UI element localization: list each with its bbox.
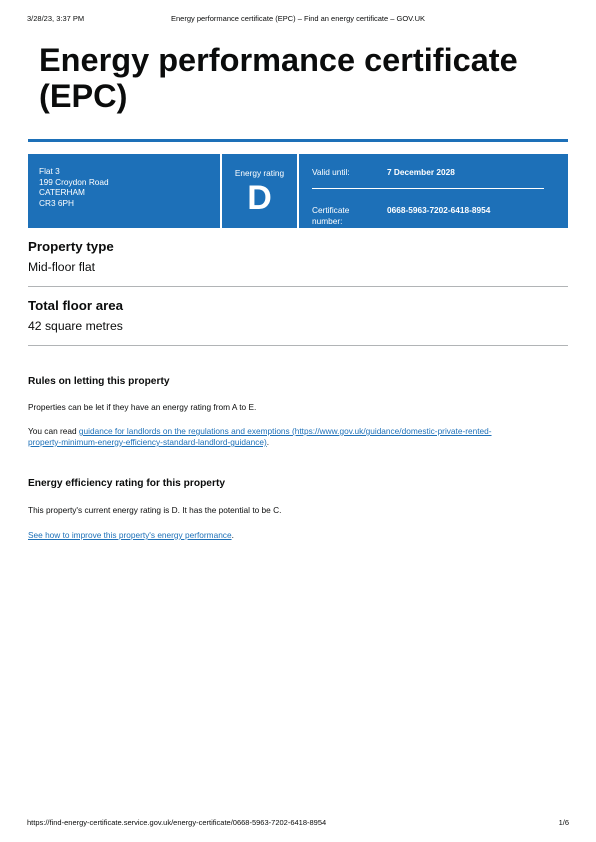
print-page-number: 1/6 — [558, 818, 569, 827]
property-type-value: Mid-floor flat — [28, 260, 96, 274]
page-title-line-1: Energy performance certificate — [39, 42, 518, 78]
floor-area-section — [28, 298, 568, 334]
print-url: https://find-energy-certificate.service.gov.uk/energy-certificate/0668-5963-7202-6418-8954 — [27, 818, 327, 827]
landlord-guidance-link-line-2: property-minimum-energy-efficiency-standard-landlord-guidance) — [28, 437, 267, 447]
address-line-4: CR3 6PH — [39, 197, 75, 208]
landlord-guidance-link-line-1: guidance for landlords on the regulations and exemptions (https://www.gov.uk/guidance/domestic-private-rented- — [78, 426, 492, 436]
meta-divider — [312, 188, 544, 189]
letting-rules-heading: Rules on letting this property — [28, 376, 170, 387]
letting-rules-text: Properties can be let if they have an energy rating from A to E. — [28, 402, 257, 412]
address-line-2: 199 Croydon Road — [39, 176, 109, 187]
page-title — [39, 42, 559, 114]
certificate-number-label — [312, 205, 372, 226]
property-type-heading: Property type — [28, 239, 114, 254]
property-address — [28, 154, 220, 228]
property-type-section — [28, 239, 568, 275]
landlord-guidance-prefix: You can read — [28, 426, 79, 436]
certificate-number-label-line-2: number: — [312, 215, 343, 226]
landlord-guidance-paragraph — [28, 426, 568, 448]
section-divider — [28, 345, 568, 346]
landlord-guidance-suffix: . — [266, 437, 270, 447]
energy-rating-letter: D — [247, 179, 272, 217]
valid-until-value: 7 December 2028 — [387, 167, 455, 177]
page-title-line-2: (EPC) — [39, 78, 128, 114]
print-page-title: Energy performance certificate (EPC) – Find an energy certificate – GOV.UK — [170, 14, 425, 23]
improve-performance-link[interactable]: See how to improve this property's energy performance — [28, 530, 232, 540]
improve-performance-paragraph — [28, 530, 568, 541]
print-header — [27, 14, 569, 26]
floor-area-heading: Total floor area — [28, 298, 124, 313]
certificate-number-label-line-1: Certificate — [312, 205, 350, 215]
epc-summary-box — [28, 154, 568, 228]
address-line-1: Flat 3 — [39, 166, 60, 176]
efficiency-rating-text: This property's current energy rating is D. It has the potential to be C. — [28, 505, 282, 515]
energy-rating-label: Energy rating — [234, 168, 285, 178]
floor-area-value: 42 square metres — [28, 319, 123, 333]
certificate-meta — [299, 154, 568, 228]
efficiency-rating-heading: Energy efficiency rating for this property — [28, 478, 225, 489]
section-divider — [28, 286, 568, 287]
address-line-3: CATERHAM — [39, 187, 85, 198]
print-footer — [27, 818, 569, 830]
improve-performance-suffix: . — [231, 530, 234, 540]
title-rule — [28, 139, 568, 142]
certificate-number-value: 0668-5963-7202-6418-8954 — [387, 205, 491, 215]
energy-rating — [222, 154, 297, 228]
landlord-guidance-link[interactable] — [28, 426, 492, 447]
print-datetime: 3/28/23, 3:37 PM — [27, 14, 85, 23]
valid-until-label: Valid until: — [312, 167, 350, 177]
